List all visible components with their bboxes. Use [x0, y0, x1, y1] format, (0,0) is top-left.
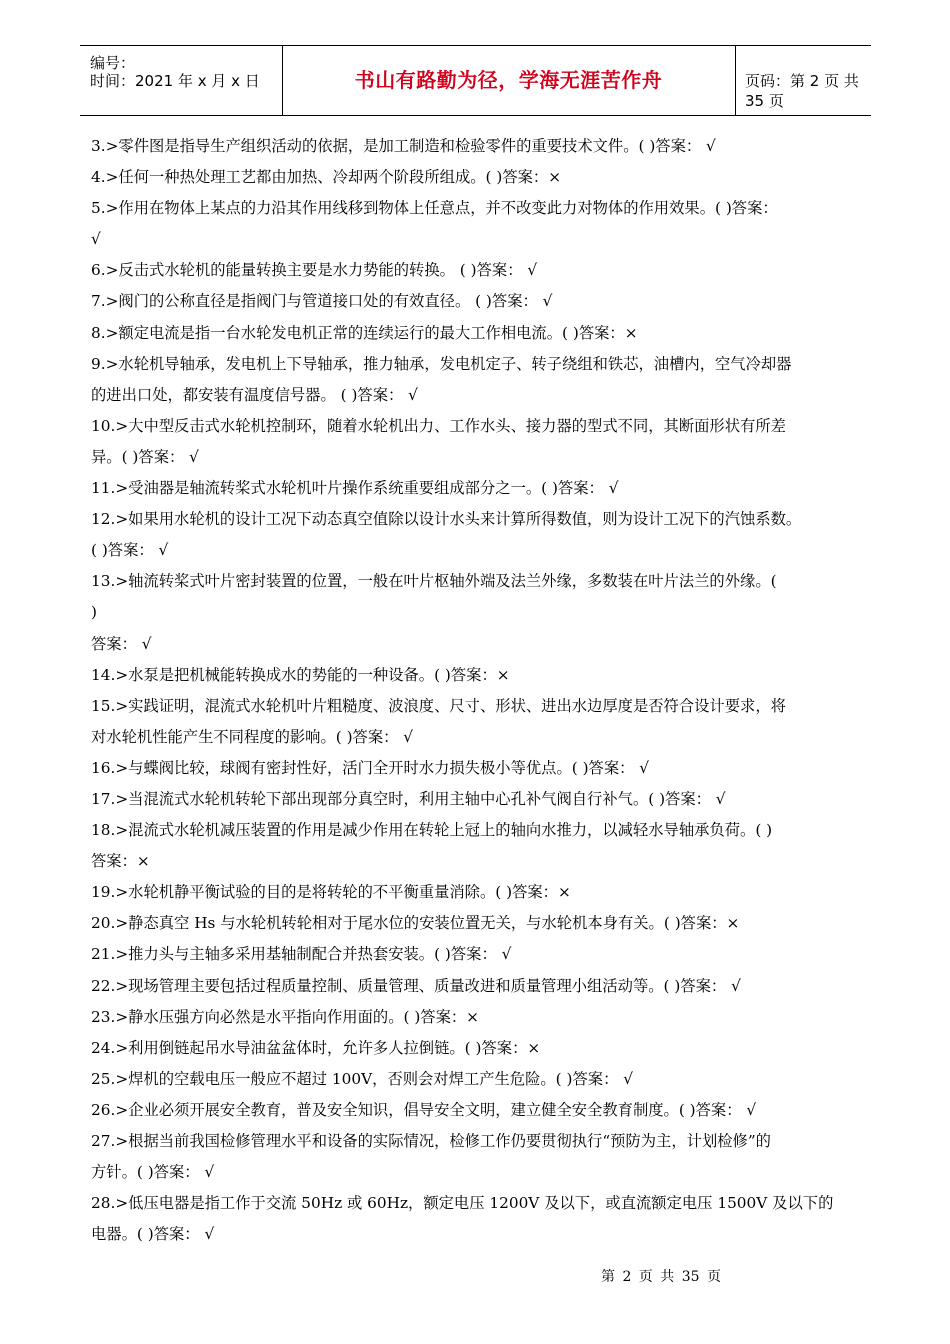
question-line: 22.>现场管理主要包括过程质量控制、质量管理、质量改进和质量管理小组活动等。( )答案： √: [91, 976, 741, 995]
question-line: 8.>额定电流是指一台水轮发电机正常的连续运行的最大工作相电流。( )答案：×: [91, 323, 638, 342]
question-line: 10.>大中型反击式水轮机控制环，随着水轮机出力、工作水头、接力器的型式不同，其断面形状有所差: [91, 416, 786, 435]
document-header: [80, 45, 871, 116]
question-line: 6.>反击式水轮机的能量转换主要是水力势能的转换。 ( )答案： √: [91, 261, 538, 280]
question-line: 28.>低压电器是指工作于交流 50Hz 或 60Hz，额定电压 1200V 及以下，或直流额定电压 1500V 及以下的: [91, 1194, 834, 1213]
question-line: 3.>零件图是指导生产组织活动的依据，是加工制造和检验零件的重要技术文件。( )答案： √: [91, 137, 716, 155]
question-line: 17.>当混流式水轮机转轮下部出现部分真空时，利用主轴中心孔补气阀自行补气。( )答案： √: [91, 789, 726, 808]
question-line: 的进出口处，都安装有温度信号器。 ( )答案： √: [91, 385, 418, 404]
question-line: 27.>根据当前我国检修管理水平和设备的实际情况，检修工作仍要贯彻执行“预防为主，计划检修”的: [91, 1132, 771, 1150]
header-motto: 书山有路勤为径，学海无涯苦作舟: [354, 68, 663, 92]
question-line: ): [91, 603, 97, 622]
header-motto-cell: [282, 46, 736, 115]
question-line: 电器。( )答案： √: [91, 1225, 215, 1244]
question-line: 18.>混流式水轮机减压装置的作用是减少作用在转轮上冠上的轴向水推力，以减轻水导轴承负荷。( ): [91, 821, 773, 840]
header-page-cell: [735, 46, 871, 115]
question-list: [91, 131, 859, 1250]
question-line: 11.>受油器是轴流转桨式水轮机叶片操作系统重要组成部分之一。( )答案： √: [91, 479, 619, 498]
header-page-info: 页码：第 2 页 共 35 页: [745, 72, 859, 110]
document-date: 时间：2021 年 x 月 x 日: [90, 72, 260, 90]
document-number-label: 编号：: [90, 54, 136, 72]
question-line: 4.>任何一种热处理工艺都由加热、冷却两个阶段所组成。( )答案：×: [91, 168, 562, 187]
question-line: 20.>静态真空 Hs 与水轮机转轮相对于尾水位的安装位置无关，与水轮机本身有关。( )答案：×: [91, 914, 740, 933]
question-line: 对水轮机性能产生不同程度的影响。( )答案： √: [91, 727, 414, 746]
question-line: 方针。( )答案： √: [91, 1163, 215, 1182]
question-line: 9.>水轮机导轴承，发电机上下导轴承，推力轴承，发电机定子、转子绕组和铁芯，油槽内，空气冷却器: [91, 354, 792, 373]
question-line: 答案： √: [91, 634, 152, 653]
question-line: 7.>阀门的公称直径是指阀门与管道接口处的有效直径。 ( )答案： √: [91, 292, 553, 311]
question-line: 12.>如果用水轮机的设计工况下动态真空值除以设计水头来计算所得数值，则为设计工况下的汽蚀系数。: [91, 510, 802, 529]
question-line: 19.>水轮机静平衡试验的目的是将转轮的不平衡重量消除。( )答案：×: [91, 883, 571, 902]
question-line: √: [91, 230, 101, 249]
question-line: 13.>轴流转桨式叶片密封装置的位置，一般在叶片枢轴外端及法兰外缘，多数装在叶片法兰的外缘。(: [91, 572, 777, 591]
question-line: 答案：×: [91, 852, 150, 871]
question-line: 25.>焊机的空载电压一般应不超过 100V，否则会对焊工产生危险。( )答案： √: [91, 1069, 633, 1088]
question-line: 26.>企业必须开展安全教育，普及安全知识，倡导安全文明，建立健全安全教育制度。( )答案： √: [91, 1100, 757, 1119]
header-meta-cell: [80, 46, 283, 115]
question-line: 异。( )答案： √: [91, 447, 199, 466]
question-line: 24.>利用倒链起吊水导油盆盆体时，允许多人拉倒链。( )答案：×: [91, 1038, 541, 1057]
question-line: 14.>水泵是把机械能转换成水的势能的一种设备。( )答案：×: [91, 665, 510, 684]
question-line: 16.>与蝶阀比较，球阀有密封性好，活门全开时水力损失极小等优点。( )答案： √: [91, 758, 650, 777]
question-line: 15.>实践证明，混流式水轮机叶片粗糙度、波浪度、尺寸、形状、进出水边厚度是否符合设计要求，将: [91, 696, 786, 715]
question-line: 5.>作用在物体上某点的力沿其作用线移到物体上任意点，并不改变此力对物体的作用效果。( )答案：: [91, 199, 778, 218]
question-line: 21.>推力头与主轴多采用基轴制配合并热套安装。( )答案： √: [91, 945, 512, 964]
question-line: 23.>静水压强方向必然是水平指向作用面的。( )答案：×: [91, 1007, 479, 1026]
page-footer: 第 2 页 共 35 页: [601, 1269, 721, 1285]
question-line: ( )答案： √: [91, 541, 169, 560]
